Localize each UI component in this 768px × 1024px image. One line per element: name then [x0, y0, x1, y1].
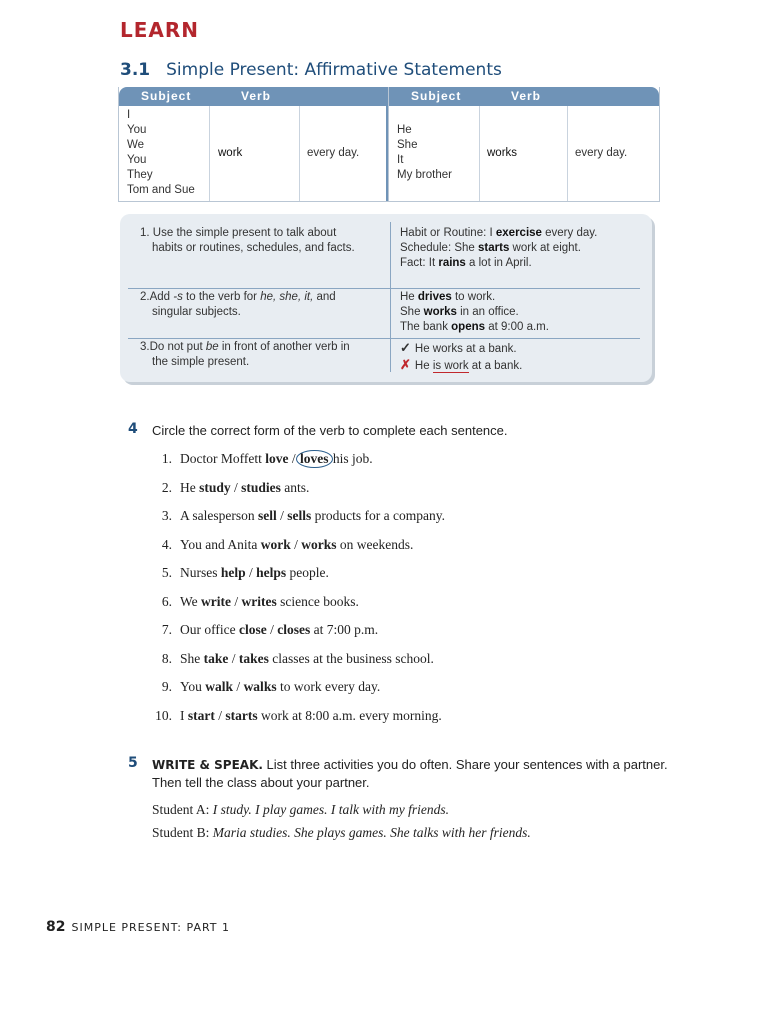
- column-divider: [479, 106, 480, 201]
- rules-row-divider: [128, 288, 640, 289]
- verb-option[interactable]: help: [220, 565, 246, 580]
- subject: Tom and Sue: [127, 184, 195, 196]
- rule-number: 1.: [140, 227, 150, 239]
- exercise-item: 1. Doctor Moffett love / loves his job.: [161, 451, 373, 466]
- rule-3: 3.Do not put be in front of another verb in the simple present.: [140, 341, 350, 368]
- time-expression: every day.: [307, 147, 360, 159]
- verb-option[interactable]: starts: [225, 708, 258, 723]
- verb-base: work: [218, 147, 243, 159]
- exercise-number: 4: [128, 421, 138, 437]
- verb-header: Verb: [511, 89, 542, 103]
- rules-divider: [390, 222, 391, 372]
- verb-option[interactable]: works: [301, 537, 337, 552]
- rule-text: Use the simple present to talk about: [152, 227, 337, 239]
- section-label: LEARN: [120, 18, 200, 42]
- table-header: [119, 87, 387, 106]
- subject: We: [127, 139, 145, 151]
- exercise-item: 9. You walk / walks to work every day.: [161, 679, 381, 694]
- subject: They: [127, 169, 153, 181]
- rules-box: [120, 214, 652, 382]
- incorrect-example: ✗ He is work at a bank.: [400, 357, 523, 372]
- verb-option[interactable]: closes: [277, 622, 311, 637]
- example: Fact: It rains a lot in April.: [400, 257, 532, 269]
- verb-option[interactable]: close: [238, 622, 267, 637]
- example: Habit or Routine: I exercise every day.: [400, 227, 598, 239]
- exercise-item: 5. Nurses help / helps people.: [161, 565, 329, 580]
- page-footer: [46, 919, 230, 935]
- conjugation-right: [388, 87, 660, 202]
- verb-option[interactable]: start: [187, 708, 215, 723]
- verb-option[interactable]: walk: [205, 679, 234, 694]
- example: She works in an office.: [400, 306, 519, 318]
- subject-header: Subject: [141, 89, 192, 103]
- rule-1-examples: [400, 226, 597, 271]
- verb-option[interactable]: work: [260, 537, 291, 552]
- verb-option[interactable]: sell: [258, 508, 277, 523]
- table-header: [389, 87, 659, 106]
- exercise-item: 4. You and Anita work / works on weekends.: [161, 537, 414, 552]
- chapter-title: SIMPLE PRESENT: PART 1: [71, 921, 231, 934]
- verb-option[interactable]: study: [199, 480, 231, 495]
- time-expression: every day.: [575, 147, 628, 159]
- subject: He: [397, 124, 412, 136]
- subject: You: [127, 124, 147, 136]
- verb-s-form: works: [487, 147, 518, 159]
- subject-header: Subject: [411, 89, 462, 103]
- subject: I: [127, 109, 131, 121]
- section-number: 3.1: [120, 60, 151, 80]
- conjugation-left: [118, 87, 388, 202]
- exercise-item: 6. We write / writes science books.: [161, 594, 359, 609]
- example: Schedule: She starts work at eight.: [400, 242, 581, 254]
- rule-2-examples: [400, 290, 549, 335]
- column-divider: [567, 106, 568, 201]
- conjugation-table: [118, 87, 658, 201]
- exercise-instruction: Circle the correct form of the verb to complete each sentence.: [152, 423, 508, 438]
- subject: She: [397, 139, 418, 151]
- rule-text: habits or routines, schedules, and facts.: [152, 242, 355, 254]
- rules-row-divider: [128, 338, 640, 339]
- verb-option[interactable]: writes: [241, 594, 277, 609]
- verb-option[interactable]: take: [203, 651, 229, 666]
- rule-1: [140, 226, 355, 256]
- cross-icon: ✗: [400, 357, 411, 372]
- verb-header: Verb: [241, 89, 272, 103]
- verb-option[interactable]: studies: [241, 480, 281, 495]
- student-a-example: Student A: I study. I play games. I talk with my friends.: [152, 802, 449, 817]
- circled-answer[interactable]: loves: [296, 450, 333, 468]
- verb-option[interactable]: helps: [256, 565, 287, 580]
- rule-3-examples: [400, 340, 522, 374]
- section-title: [120, 60, 502, 80]
- exercise-item: 10. I start / starts work at 8:00 a.m. every morning.: [155, 708, 442, 723]
- exercise-number: 5: [128, 755, 138, 771]
- column-divider: [299, 106, 300, 201]
- correct-example: ✓ He works at a bank.: [400, 340, 517, 355]
- subject: My brother: [397, 169, 452, 181]
- subject-list: [397, 123, 452, 183]
- rule-2: 2.Add -s to the verb for he, she, it, and singular subjects.: [140, 291, 336, 318]
- verb-option[interactable]: sells: [287, 508, 312, 523]
- subject: It: [397, 154, 404, 166]
- column-divider: [209, 106, 210, 201]
- exercise-item: 8. She take / takes classes at the business school.: [161, 651, 434, 666]
- check-icon: ✓: [400, 340, 411, 355]
- example: The bank opens at 9:00 a.m.: [400, 321, 549, 333]
- exercise-instruction: WRITE & SPEAK. List three activities you do often. Share your sentences with a partner. Then tell the class about your partner.: [152, 757, 668, 790]
- exercise-item: 2. He study / studies ants.: [161, 480, 310, 495]
- verb-option[interactable]: takes: [238, 651, 269, 666]
- verb-option[interactable]: walks: [243, 679, 277, 694]
- subject: You: [127, 154, 147, 166]
- example: He drives to work.: [400, 291, 496, 303]
- student-b-example: Student B: Maria studies. She plays games. She talks with her friends.: [152, 825, 531, 840]
- exercise-item: 3. A salesperson sell / sells products for a company.: [161, 508, 445, 523]
- exercise-item: 7. Our office close / closes at 7:00 p.m.: [161, 622, 379, 637]
- page-number: 82: [46, 919, 66, 935]
- verb-option[interactable]: write: [201, 594, 232, 609]
- subject-list: [127, 108, 195, 198]
- section-title-text: Simple Present: Affirmative Statements: [166, 60, 502, 80]
